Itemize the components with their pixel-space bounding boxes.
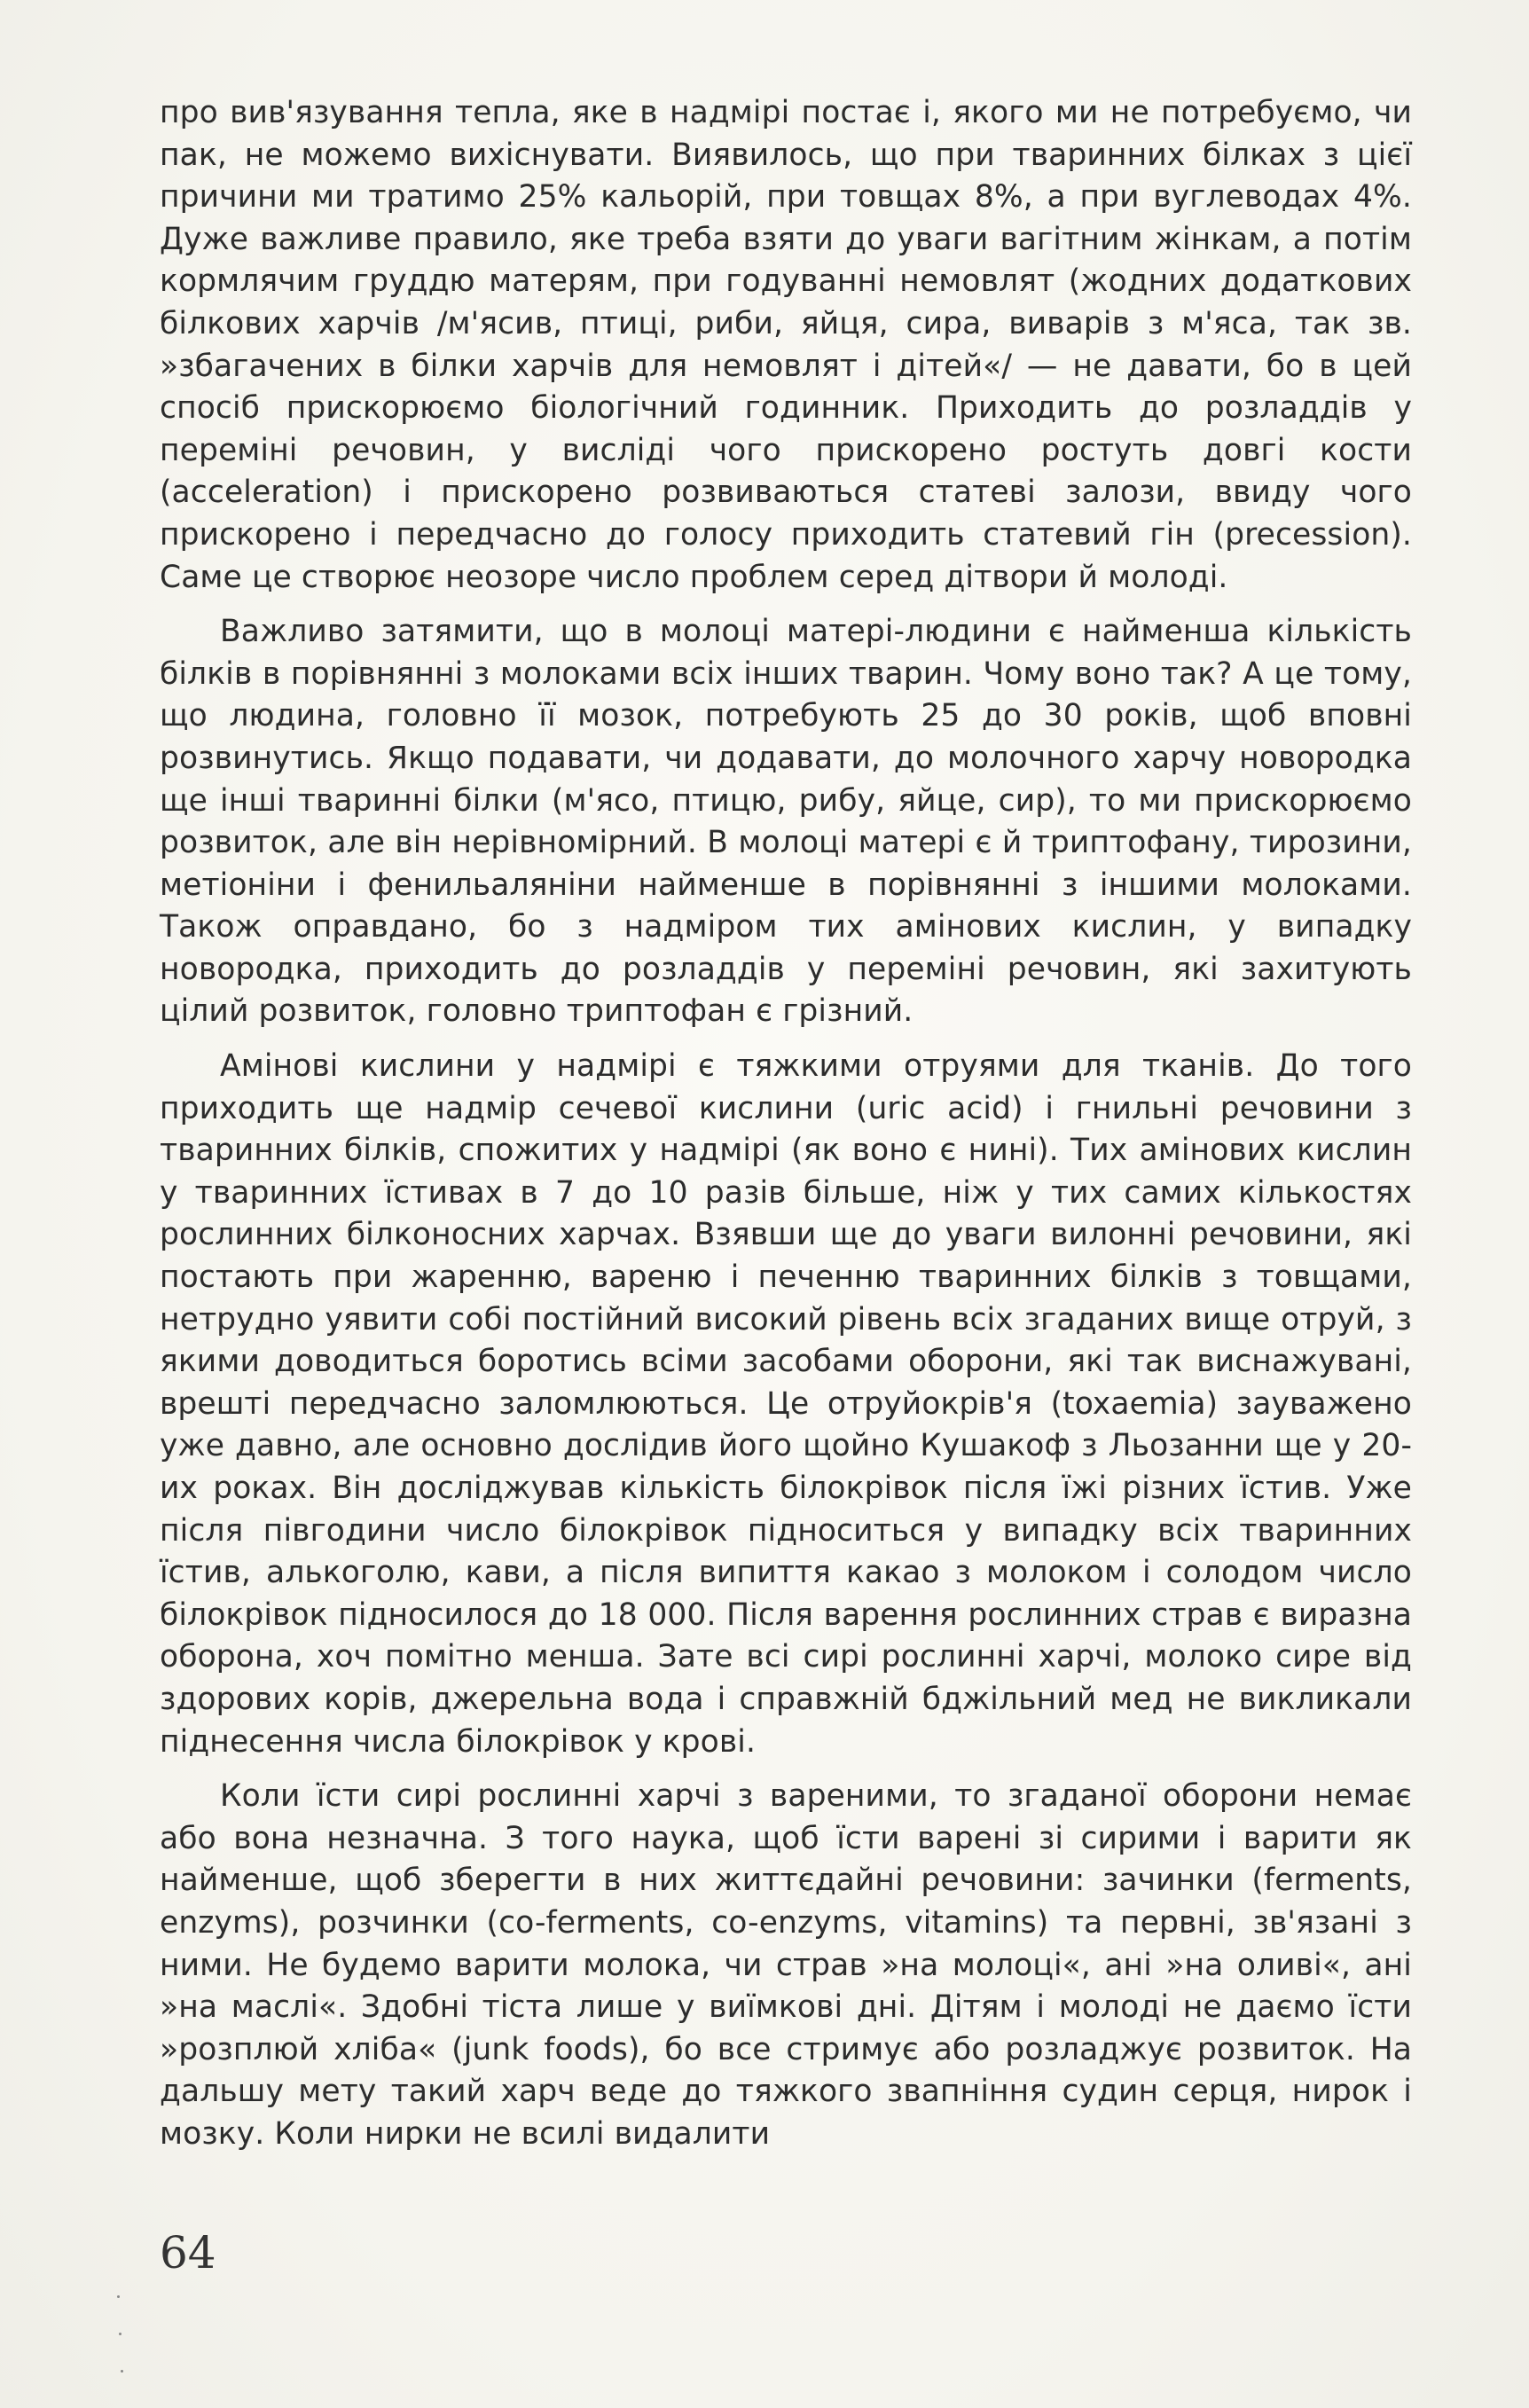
- paragraph-2: Важливо затямити, що в молоці матері-людини є найменша кількість білків в порівнянні з молоками всіх інших тварин. Чому воно так? А це тому, що людина, головно її мозок, потребують 25 до 30 років, щоб вповні розвинутись. Якщо подавати, чи додавати, до молочного харчу новородка ще інші тваринні білки (м'ясо, птицю, рибу, яйце, сир), то ми прискорюємо розвиток, але він нерівномірний. В молоці матері є й триптофану, тирозини, метіоніни і фенильаляніни найменше в порівнянні з іншими молоками. Також оправдано, бо з надміром тих амінових кислин, у випадку новородка, приходить до розладдів у переміні речовин, які захитують цілий розвиток, головно триптофан є грізний.: [160, 614, 1412, 1030]
- scan-speck: [119, 2333, 122, 2335]
- paragraph-1: про вив'язування тепла, яке в надмірі постає і, якого ми не потребуємо, чи пак, не можемо вихіснувати. Виявилось, що при тваринних білках з цієї причини ми тратимо 25% кальорій, при товщах 8%, а при вуглеводах 4%. Дуже важливе правило, яке треба взяти до уваги вагітним жінкам, а потім кормлячим груддю матерям, при годуванні немовлят (жодних додаткових білкових харчів /м'ясив, птиці, риби, яйця, сира, виварів з м'яса, так зв. »збагачених в білки харчів для немовлят і дітей«/ — не давати, бо в цей спосіб прискорюємо біологічний годинник. Приходить до розладдів у переміні речовин, у висліді чого прискорено ростуть довгі кости (acceleration) і прискорено розвиваються статеві залози, ввиду чого прискорено і передчасно до голосу приходить статевий гін (precession). Саме це створює неозоре число проблем серед дітвори й молоді.: [160, 95, 1412, 595]
- paragraph-3: Амінові кислини у надмірі є тяжкими отруями для тканів. До того приходить ще надмір сечевої кислини (uric acid) і гнильні речовини з тваринних білків, спожитих у надмірі (як воно є нині). Тих амінових кислин у тваринних їстивах в 7 до 10 разів більше, ніж у тих самих кількостях рослинних білконосних харчах. Взявши ще до уваги вилонні речовини, які постають при жаренню, вареню і печенню тваринних білків з товщами, нетрудно уявити собі постійний високий рівень всіх згаданих вище отруй, з якими доводиться боротись всіми засобами оборони, які так виснажувані, врешті передчасно заломлюються. Це отруйокрів'я (toxaemia) зауважено уже давно, але основно дослідив його щойно Кушакоф з Льозанни ще у 20-их роках. Він досліджував кількість білокрівок після їжі різних їстив. Уже після півгодини число білокрівок підноситься у випадку всіх тваринних їстив, алькоголю, кави, а після випиття какао з молоком і солодом число білокрівок підносилося до 18 000. Після варення рослинних страв є виразна оборона, хоч помітно менша. Зате всі сирі рослинні харчі, молоко сире від здорових корів, джерельна вода і справжній бджільний мед не викликали піднесення числа білокрівок у крові.: [160, 1048, 1412, 1760]
- scan-speck: [117, 2295, 120, 2298]
- scan-speck: [121, 2370, 123, 2373]
- body-text: [160, 92, 1412, 2156]
- paragraph-4: Коли їсти сирі рослинні харчі з вареними, то згаданої оборони немає або вона незначна. З того наука, щоб їсти варені зі сирими і варити як найменше, щоб зберегти в них життєдайні речовини: зачинки (ferments, enzyms), розчинки (co-ferments, co-enzyms, vitamins) та первні, зв'язані з ними. Не будемо варити молока, чи страв »на молоці«, ані »на оливі«, ані »на маслі«. Здобні тіста лише у виїмкові дні. Дітям і молоді не даємо їсти »розплюй хліба« (junk foods), бо все стримує або розладжує розвиток. На дальшу мету такий харч веде до тяжкого звапніння судин серця, нирок і мозку. Коли нирки не всилі видалити: [160, 1778, 1412, 2152]
- page-number: 64: [160, 2227, 216, 2279]
